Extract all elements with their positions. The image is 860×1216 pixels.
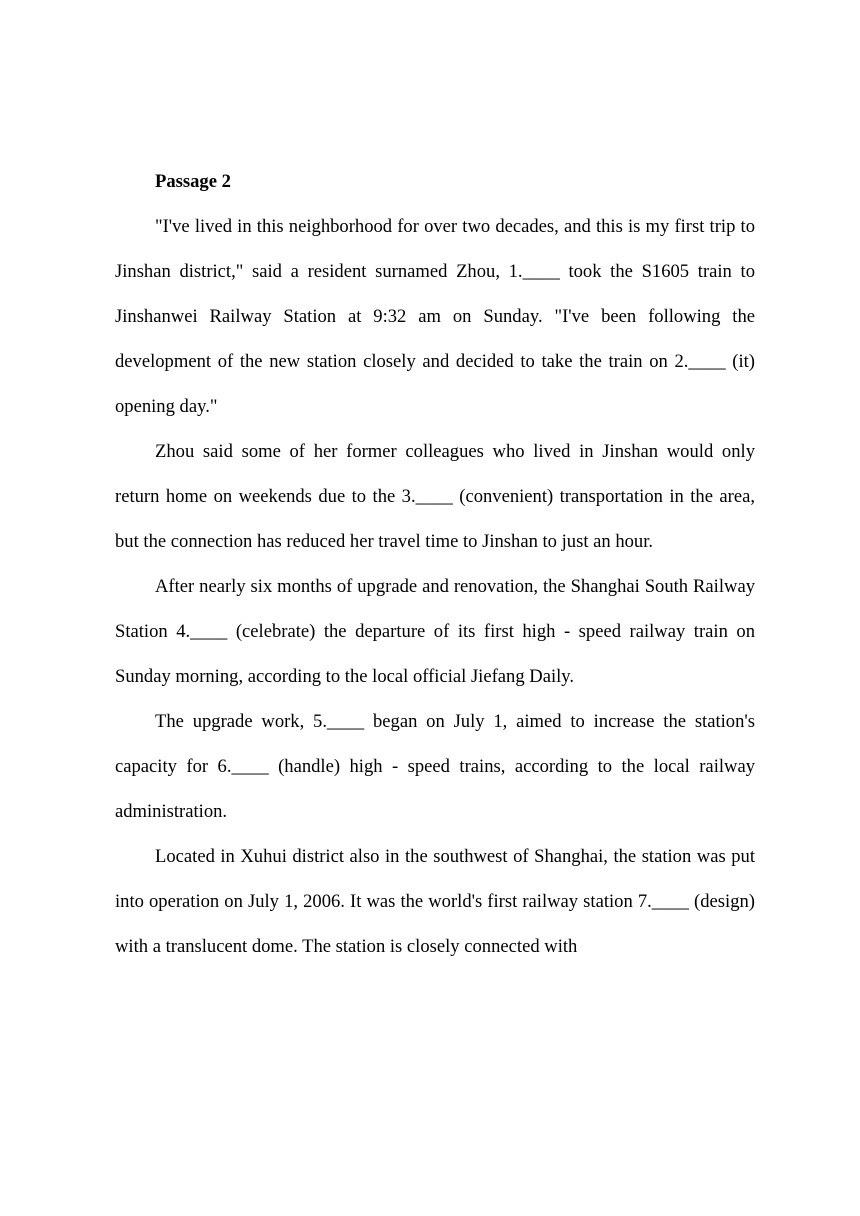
paragraph-1: "I've lived in this neighborhood for over two decades, and this is my first trip to Jinshan district," said a resident surnamed Zhou, 1.____ took the S1605 train to Jinshanwei Railway Station at 9:32 am on Sunday. "I've been following the development of the new station closely and decided to take the train on 2.____ (it) opening day." — [115, 216, 755, 417]
paragraph-5: Located in Xuhui district also in the southwest of Shanghai, the station was put into operation on July 1, 2006. It was the world's first railway station 7.____ (design) with a translucent dome. The station is closely connected with — [115, 846, 755, 957]
paragraph-4: The upgrade work, 5.____ began on July 1, aimed to increase the station's capacity for 6.____ (handle) high - speed trains, according to the local railway administration. — [115, 711, 755, 822]
passage-heading: Passage 2 — [155, 171, 231, 192]
document-page — [115, 159, 755, 969]
paragraph-2: Zhou said some of her former colleagues who lived in Jinshan would only return home on weekends due to the 3.____ (convenient) transportation in the area, but the connection has reduced her travel time to Jinshan to just an hour. — [115, 441, 755, 552]
paragraph-3: After nearly six months of upgrade and renovation, the Shanghai South Railway Station 4.____ (celebrate) the departure of its first high - speed railway train on Sunday morning, according to the local official Jiefang Daily. — [115, 576, 755, 687]
